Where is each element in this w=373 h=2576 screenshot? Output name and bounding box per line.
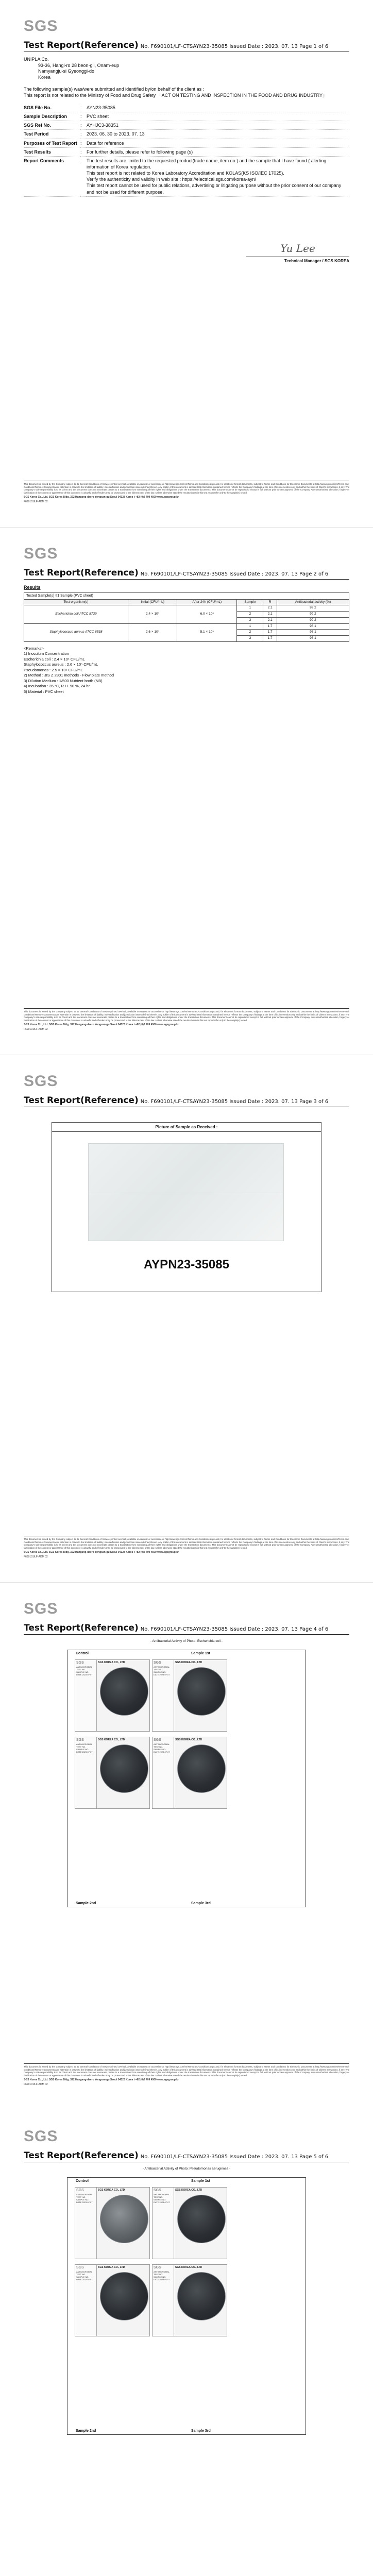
plate-company: SGS KOREA CO., LTD xyxy=(175,1738,202,1741)
column-header: Initial (CFU/mL) xyxy=(128,599,177,605)
strip-line: TEST NO. xyxy=(154,2273,163,2276)
report-meta: No. F690101/LF-CTSAYN23-35085 Issued Date : 2023. 07. 13 Page 4 of 6 xyxy=(140,1626,329,1632)
footer-disclaimer: This document is issued by the Company subject to its General Conditions of Service printed overleaf, available on request or accessible at http://www.sgs.com/en/Terms-and-Conditions.aspx and, for electronic format documents, subject to Terms and Conditions for Electronic Documents at http://www.sgs.com/en/Terms-and-Conditions/Terms-e-Document.aspx. Attention is drawn to the limitation of liability, indemnification and jurisdiction issues defined therein. Any holder of this document is advised that information contained hereon reflects the Company's findings at the time of its intervention only and within the limits of Client's instructions, if any. The Company's sole responsibility is to its Client and this document does not exonerate parties to a transaction from exercising all their rights and obligations under the transaction documents. This document cannot be reproduced except in full, without prior written approval of the Company. Any unauthorized alteration, forgery or falsification of the content or appearance of this document is unlawful and offenders may be prosecuted to the fullest extent of the law. Unless otherwise stated the results shown in this test report refer only to the sample(s) tested. xyxy=(24,1010,349,1022)
culture-plate xyxy=(75,1737,150,1809)
report-page-5 xyxy=(0,2110,373,2576)
sgs-logo: SGS xyxy=(24,1073,58,1090)
plate-company: SGS KOREA CO., LTD xyxy=(175,2189,202,2192)
signature-block xyxy=(246,242,349,263)
strip-line: SAMPLE NO. xyxy=(76,2275,89,2278)
strip-line: ANTIMICROBIAL xyxy=(154,1742,170,1745)
tested-sample-line: Tested Sample(s) #1 Sample (PVC sheet) xyxy=(24,592,349,599)
signer-title: Technical Manager / SGS KOREA xyxy=(284,259,349,263)
strip-line: SAMPLE NO. xyxy=(76,1748,89,1751)
sample1-label: Sample 1st xyxy=(191,1652,210,1655)
info-value: For further details, please refer to following page (s) xyxy=(87,147,349,156)
sgs-mini-logo: SGS xyxy=(154,2266,161,2269)
report-title-text: Test Report(Reference) xyxy=(24,1095,139,1106)
strip-line: ANTIMICROBIAL xyxy=(154,2270,170,2273)
strip-line: DATE 2023.07.07 xyxy=(76,2278,93,2281)
plate-company: SGS KOREA CO., LTD xyxy=(175,1661,202,1664)
plate-label-strip xyxy=(152,1737,174,1808)
remarks-block xyxy=(24,646,349,695)
footer-disclaimer: This document is issued by the Company subject to its General Conditions of Service printed overleaf, available on request or accessible at http://www.sgs.com/en/Terms-and-Conditions.aspx and, for electronic format documents, subject to Terms and Conditions for Electronic Documents at http://www.sgs.com/en/Terms-and-Conditions/Terms-e-Document.aspx. Attention is drawn to the limitation of liability, indemnification and jurisdiction issues defined therein. Any holder of this document is advised that information contained hereon reflects the Company's findings at the time of its intervention only and within the limits of Client's instructions, if any. The Company's sole responsibility is to its Client and this document does not exonerate parties to a transaction from exercising all their rights and obligations under the transaction documents. This document cannot be reproduced except in full, without prior written approval of the Company. Any unauthorized alteration, forgery or falsification of the content or appearance of this document is unlawful and offenders may be prosecuted to the fullest extent of the law. Unless otherwise stated the results shown in this test report refer only to the sample(s) tested. xyxy=(24,2065,349,2077)
footer-form-no: F690101/LF-ADM 02 xyxy=(24,1555,48,1558)
footer-disclaimer: This document is issued by the Company subject to its General Conditions of Service printed overleaf, available on request or accessible at http://www.sgs.com/en/Terms-and-Conditions.aspx and, for electronic format documents, subject to Terms and Conditions for Electronic Documents at http://www.sgs.com/en/Terms-and-Conditions/Terms-e-Document.aspx. Attention is drawn to the limitation of liability, indemnification and jurisdiction issues defined therein. Any holder of this document is advised that information contained hereon reflects the Company's findings at the time of its intervention only and within the limits of Client's instructions, if any. The Company's sole responsibility is to its Client and this document does not exonerate parties to a transaction from exercising all their rights and obligations under the transaction documents. This document cannot be reproduced except in full, without prior written approval of the Company. Any unauthorized alteration, forgery or falsification of the content or appearance of this document is unlawful and offenders may be prosecuted to the fullest extent of the law. Unless otherwise stated the results shown in this test report refer only to the sample(s) tested. xyxy=(24,1538,349,1549)
sample-cell: 2 xyxy=(237,612,263,618)
sample-cell: 1 xyxy=(237,623,263,630)
table-row xyxy=(24,605,349,612)
strip-line: DATE 2023.07.07 xyxy=(76,2200,93,2204)
info-key: SGS Ref No. xyxy=(24,121,80,130)
sgs-mini-logo: SGS xyxy=(154,1661,161,1665)
remark-line: 4) Incubation : 35 °C, R.H. 90 %, 24 hr. xyxy=(24,684,91,689)
activity-cell: 99.2 xyxy=(277,605,349,612)
petri-dish xyxy=(100,2272,148,2320)
strip-line: TEST NO. xyxy=(154,1745,163,1748)
petri-dish xyxy=(100,1667,148,1716)
info-colon: : xyxy=(80,121,87,130)
client-address-line: Korea xyxy=(38,75,51,80)
info-row xyxy=(24,156,349,196)
photo-test-label: - Antibacterial Activity of Photo: Pseudomonas aeruginosa - xyxy=(142,2167,231,2171)
info-key: Report Comments xyxy=(24,156,80,196)
footer-form-no: F690101/LF-ADM 02 xyxy=(24,500,48,503)
strip-line: DATE 2023.07.07 xyxy=(154,1750,170,1753)
plate-label-strip xyxy=(152,1660,174,1731)
column-header: Test organism(s) xyxy=(24,599,128,605)
info-value: Data for reference xyxy=(87,139,349,147)
activity-cell: 98.1 xyxy=(277,623,349,630)
info-value: PVC sheet xyxy=(87,112,349,121)
strip-line: SAMPLE NO. xyxy=(154,1748,166,1751)
footer-form-no: F690101/LF-ADM 02 xyxy=(24,2082,48,2086)
report-meta: No. F690101/LF-CTSAYN23-35085 Issued Date : 2023. 07. 13 Page 5 of 6 xyxy=(140,2154,329,2160)
report-page-3 xyxy=(0,1055,373,1583)
strip-line: ANTIMICROBIAL xyxy=(76,1742,93,1745)
strip-line: DATE 2023.07.07 xyxy=(76,1673,93,1676)
initial-cell: 2.6 × 10⁵ xyxy=(128,623,177,641)
footer-form-no: F690101/LF-ADM 02 xyxy=(24,1027,48,1031)
sgs-mini-logo: SGS xyxy=(76,2189,84,2192)
strip-line: SAMPLE NO. xyxy=(154,2275,166,2278)
plate-grid xyxy=(67,1650,306,1907)
plate-label-strip xyxy=(152,2265,174,2336)
results-header-row xyxy=(24,599,349,605)
strip-line: SAMPLE NO. xyxy=(76,1670,89,1673)
remarks-title: <Remarks> xyxy=(24,646,44,651)
culture-plate xyxy=(152,1659,227,1732)
report-title xyxy=(24,1095,328,1106)
footer-company: SGS Korea Co., Ltd. SGS Korea Bldg. 322 Hangang-daero Yongsan-gu Seoul 04323 Korea t +82 (0)2 709 4500 www.sgsgroup.kr xyxy=(24,2078,179,2082)
strip-line: DATE 2023.07.07 xyxy=(76,1750,93,1753)
info-row xyxy=(24,147,349,156)
client-address-line: 93-36, Hangi-ro 28 beon-gil, Onam-eup xyxy=(38,62,120,68)
petri-dish xyxy=(177,1744,226,1793)
organism-cell: Escherichia coli ATCC 8739 xyxy=(24,605,128,623)
plate-label-strip xyxy=(75,2188,97,2259)
sgs-logo: SGS xyxy=(24,18,58,35)
info-colon: : xyxy=(80,104,87,112)
client-name: UNIPLA Co. xyxy=(24,57,49,62)
remark-line: Pseudomonas : 2.5 × 10⁵ CFU/mL xyxy=(24,667,83,672)
footer-company: SGS Korea Co., Ltd. SGS Korea Bldg. 322 Hangang-daero Yongsan-gu Seoul 04323 Korea t +82 (0)2 709 4500 www.sgsgroup.kr xyxy=(24,496,179,499)
report-title-text: Test Report(Reference) xyxy=(24,1623,139,1633)
r-cell: 2.1 xyxy=(263,617,277,623)
footer-disclaimer: This document is issued by the Company subject to its General Conditions of Service printed overleaf, available on request or accessible at http://www.sgs.com/en/Terms-and-Conditions.aspx and, for electronic format documents, subject to Terms and Conditions for Electronic Documents at http://www.sgs.com/en/Terms-and-Conditions/Terms-e-Document.aspx. Attention is drawn to the limitation of liability, indemnification and jurisdiction issues defined therein. Any holder of this document is advised that information contained hereon reflects the Company's findings at the time of its intervention only and within the limits of Client's instructions, if any. The Company's sole responsibility is to its Client and this document does not exonerate parties to a transaction from exercising all their rights and obligations under the transaction documents. This document cannot be reproduced except in full, without prior written approval of the Company. Any unauthorized alteration, forgery or falsification of the content or appearance of this document is unlawful and offenders may be prosecuted to the fullest extent of the law. Unless otherwise stated the results shown in this test report refer only to the sample(s) tested. xyxy=(24,483,349,494)
report-title xyxy=(24,40,328,50)
handwritten-signature: Yu Lee xyxy=(280,242,315,255)
sample-cell: 2 xyxy=(237,630,263,636)
r-cell: 1.7 xyxy=(263,636,277,642)
strip-line: TEST NO. xyxy=(76,2195,86,2198)
control-label: Control xyxy=(76,2179,89,2183)
sgs-mini-logo: SGS xyxy=(76,1738,84,1742)
remark-line: Escherichia coli : 2.4 × 10⁵ CFU/mL xyxy=(24,656,85,662)
footer xyxy=(24,481,349,503)
info-colon: : xyxy=(80,156,87,196)
intro-line: The following sample(s) was/were submitted and identified by/on behalf of the client as : xyxy=(24,86,205,92)
info-key: Test Period xyxy=(24,130,80,139)
page-5-body xyxy=(24,2167,349,2174)
culture-plate xyxy=(152,1737,227,1809)
info-key: Test Results xyxy=(24,147,80,156)
photo-test-label: - Antibacterial Activity of Photo: Escherichia coli - xyxy=(150,1639,223,1643)
strip-line: ANTIMICROBIAL xyxy=(154,2193,170,2196)
sgs-mini-logo: SGS xyxy=(76,2266,84,2269)
info-value: AYN23-35085 xyxy=(87,104,349,112)
after-cell: 6.0 × 10⁶ xyxy=(177,605,237,623)
client-address-line: Namyangju-si Gyeonggi-do xyxy=(38,69,95,74)
intro-text xyxy=(24,86,349,98)
info-value: 2023. 06. 30 to 2023. 07. 13 xyxy=(87,130,349,139)
sample-info-table xyxy=(24,104,349,197)
remark-line: 2) Method : JIS Z 2801 methods - Flow plate method xyxy=(24,673,114,678)
info-colon: : xyxy=(80,147,87,156)
sgs-mini-logo: SGS xyxy=(154,2189,161,2192)
after-cell: 5.1 × 10⁵ xyxy=(177,623,237,641)
intro-line: This report is not related to the Ministry of Food and Drug Safety 「ACT ON TESTING AND INSPECTION IN THE FOOD AND DRUG INDUSTRY」 xyxy=(24,92,327,98)
footer-rule xyxy=(24,1008,349,1009)
culture-plate xyxy=(152,2264,227,2336)
column-header: R xyxy=(263,599,277,605)
strip-line: TEST NO. xyxy=(76,1745,86,1748)
info-key: Purposes of Test Report xyxy=(24,139,80,147)
plate-label-strip xyxy=(152,2188,174,2259)
info-key: SGS File No. xyxy=(24,104,80,112)
strip-line: TEST NO. xyxy=(154,2195,163,2198)
plate-company: SGS KOREA CO., LTD xyxy=(175,2266,202,2269)
initial-cell: 2.4 × 10⁵ xyxy=(128,605,177,623)
comment-line: Verify the authenticity and validity in web site : https://electrical.sgs.com/korea-ayn/ xyxy=(87,177,257,182)
activity-cell: 99.2 xyxy=(277,612,349,618)
plate-company: SGS KOREA CO., LTD xyxy=(98,2189,125,2192)
column-header: Sample xyxy=(237,599,263,605)
remark-line: 1) Inoculum Concentration xyxy=(24,651,69,656)
remark-line: 5) Material : PVC sheet xyxy=(24,689,64,694)
strip-line: SAMPLE NO. xyxy=(154,2198,166,2201)
report-meta: No. F690101/LF-CTSAYN23-35085 Issued Date : 2023. 07. 13 Page 2 of 6 xyxy=(140,571,329,577)
photo-caption: Picture of Sample as Received : xyxy=(52,1123,321,1132)
page-2-body xyxy=(24,584,349,694)
sample-cell: 3 xyxy=(237,617,263,623)
header-divider xyxy=(24,579,349,580)
plate-label-strip xyxy=(75,1737,97,1808)
activity-cell: 99.2 xyxy=(277,617,349,623)
sgs-mini-logo: SGS xyxy=(76,1661,84,1665)
footer xyxy=(24,1536,349,1558)
sample3-label: Sample 3rd xyxy=(191,1902,211,1905)
report-title-text: Test Report(Reference) xyxy=(24,2150,139,2161)
petri-dish xyxy=(177,1667,226,1716)
column-header: Antibacterial activity (%) xyxy=(277,599,349,605)
sgs-logo: SGS xyxy=(24,2128,58,2145)
info-value: AYHJC3-38351 xyxy=(87,121,349,130)
info-value: The test results are limited to the requested product(trade name, item no.) and the sample that I have found ( alerting information of Korea regulation. xyxy=(87,158,327,170)
info-row xyxy=(24,112,349,121)
info-row xyxy=(24,130,349,139)
sgs-logo: SGS xyxy=(24,545,58,562)
plate-label-strip xyxy=(75,2265,97,2336)
sample-cell: 3 xyxy=(237,636,263,642)
report-page-4 xyxy=(0,1583,373,2110)
strip-line: SAMPLE NO. xyxy=(76,2198,89,2201)
info-colon: : xyxy=(80,130,87,139)
r-cell: 2.1 xyxy=(263,605,277,612)
strip-line: ANTIMICROBIAL xyxy=(76,2270,93,2273)
culture-plate xyxy=(75,1659,150,1732)
sample2-label: Sample 2nd xyxy=(76,2429,96,2433)
report-meta: No. F690101/LF-CTSAYN23-35085 Issued Date : 2023. 07. 13 Page 3 of 6 xyxy=(140,1099,329,1105)
petri-dish xyxy=(177,2195,226,2243)
plate-grid xyxy=(67,2177,306,2435)
remark-line: 3) Dilution Medium : 1/500 Nutrient broth (NB) xyxy=(24,678,103,683)
sample3-label: Sample 3rd xyxy=(191,2429,211,2433)
info-value-group xyxy=(87,156,349,196)
strip-line: SAMPLE NO. xyxy=(154,1670,166,1673)
info-row xyxy=(24,104,349,112)
header-divider xyxy=(24,1634,349,1635)
strip-line: ANTIMICROBIAL xyxy=(76,1665,93,1668)
page-1-body xyxy=(24,57,349,197)
report-title xyxy=(24,2150,328,2161)
sgs-logo: SGS xyxy=(24,1600,58,1617)
results-title: Results xyxy=(24,585,41,590)
info-row xyxy=(24,121,349,130)
comment-line: This test report is not related to Korea Laboratory Accreditation and KOLAS(KS ISO/IEC 17025). xyxy=(87,171,284,176)
results-table xyxy=(24,599,349,642)
footer-rule xyxy=(24,2063,349,2064)
strip-line: TEST NO. xyxy=(154,1668,163,1671)
culture-plate xyxy=(75,2187,150,2259)
sample-cell: 1 xyxy=(237,605,263,612)
petri-dish xyxy=(100,1744,148,1793)
report-title xyxy=(24,568,328,578)
strip-line: DATE 2023.07.07 xyxy=(154,2200,170,2204)
comment-line: This test report cannot be used for public relations, advertising or litigating purpose without the prior consent of our company and not be used for different purpose. xyxy=(87,183,342,195)
activity-cell: 98.1 xyxy=(277,630,349,636)
strip-line: TEST NO. xyxy=(76,1668,86,1671)
column-header: After 24h (CFU/mL) xyxy=(177,599,237,605)
sample2-label: Sample 2nd xyxy=(76,1902,96,1905)
control-label: Control xyxy=(76,1652,89,1655)
footer xyxy=(24,2063,349,2086)
info-colon: : xyxy=(80,139,87,147)
page-4-body xyxy=(24,1639,349,1646)
sample-photo-frame xyxy=(52,1122,321,1292)
table-row xyxy=(24,623,349,630)
strip-line: DATE 2023.07.07 xyxy=(154,1673,170,1676)
activity-cell: 98.1 xyxy=(277,636,349,642)
plate-label-strip xyxy=(75,1660,97,1731)
plate-company: SGS KOREA CO., LTD xyxy=(98,1661,125,1664)
sgs-mini-logo: SGS xyxy=(154,1738,161,1742)
strip-line: TEST NO. xyxy=(76,2273,86,2276)
petri-dish xyxy=(100,2195,148,2243)
r-cell: 2.1 xyxy=(263,612,277,618)
info-colon: : xyxy=(80,112,87,121)
client-block xyxy=(24,57,349,81)
r-cell: 1.7 xyxy=(263,630,277,636)
report-title xyxy=(24,1623,328,1633)
strip-line: DATE 2023.07.07 xyxy=(154,2278,170,2281)
petri-dish xyxy=(177,2272,226,2320)
plate-company: SGS KOREA CO., LTD xyxy=(98,2266,125,2269)
culture-plate xyxy=(152,2187,227,2259)
remark-line: Staphylococcus aureus : 2.6 × 10⁵ CFU/mL xyxy=(24,662,98,667)
sample1-label: Sample 1st xyxy=(191,2179,210,2183)
plate-company: SGS KOREA CO., LTD xyxy=(98,1738,125,1741)
r-cell: 1.7 xyxy=(263,623,277,630)
organism-cell: Staphylococcus aureus ATCC 6538 xyxy=(24,623,128,641)
footer-company: SGS Korea Co., Ltd. SGS Korea Bldg. 322 Hangang-daero Yongsan-gu Seoul 04323 Korea t +82 (0)2 709 4500 www.sgsgroup.kr xyxy=(24,1023,179,1027)
footer-company: SGS Korea Co., Ltd. SGS Korea Bldg. 322 Hangang-daero Yongsan-gu Seoul 04323 Korea t +82 (0)2 709 4500 www.sgsgroup.kr xyxy=(24,1551,179,1554)
photo-sample-id: AYPN23-35085 xyxy=(144,1258,229,1272)
report-title-text: Test Report(Reference) xyxy=(24,568,139,578)
footer xyxy=(24,1008,349,1031)
report-title-text: Test Report(Reference) xyxy=(24,40,139,50)
info-row xyxy=(24,139,349,147)
report-page-2 xyxy=(0,528,373,1055)
info-key: Sample Description xyxy=(24,112,80,121)
culture-plate xyxy=(75,2264,150,2336)
strip-line: ANTIMICROBIAL xyxy=(76,2193,93,2196)
report-meta: No. F690101/LF-CTSAYN23-35085 Issued Date : 2023. 07. 13 Page 1 of 6 xyxy=(140,44,329,49)
pvc-sheet-photo xyxy=(88,1143,284,1241)
strip-line: ANTIMICROBIAL xyxy=(154,1665,170,1668)
report-page-1 xyxy=(0,0,373,528)
